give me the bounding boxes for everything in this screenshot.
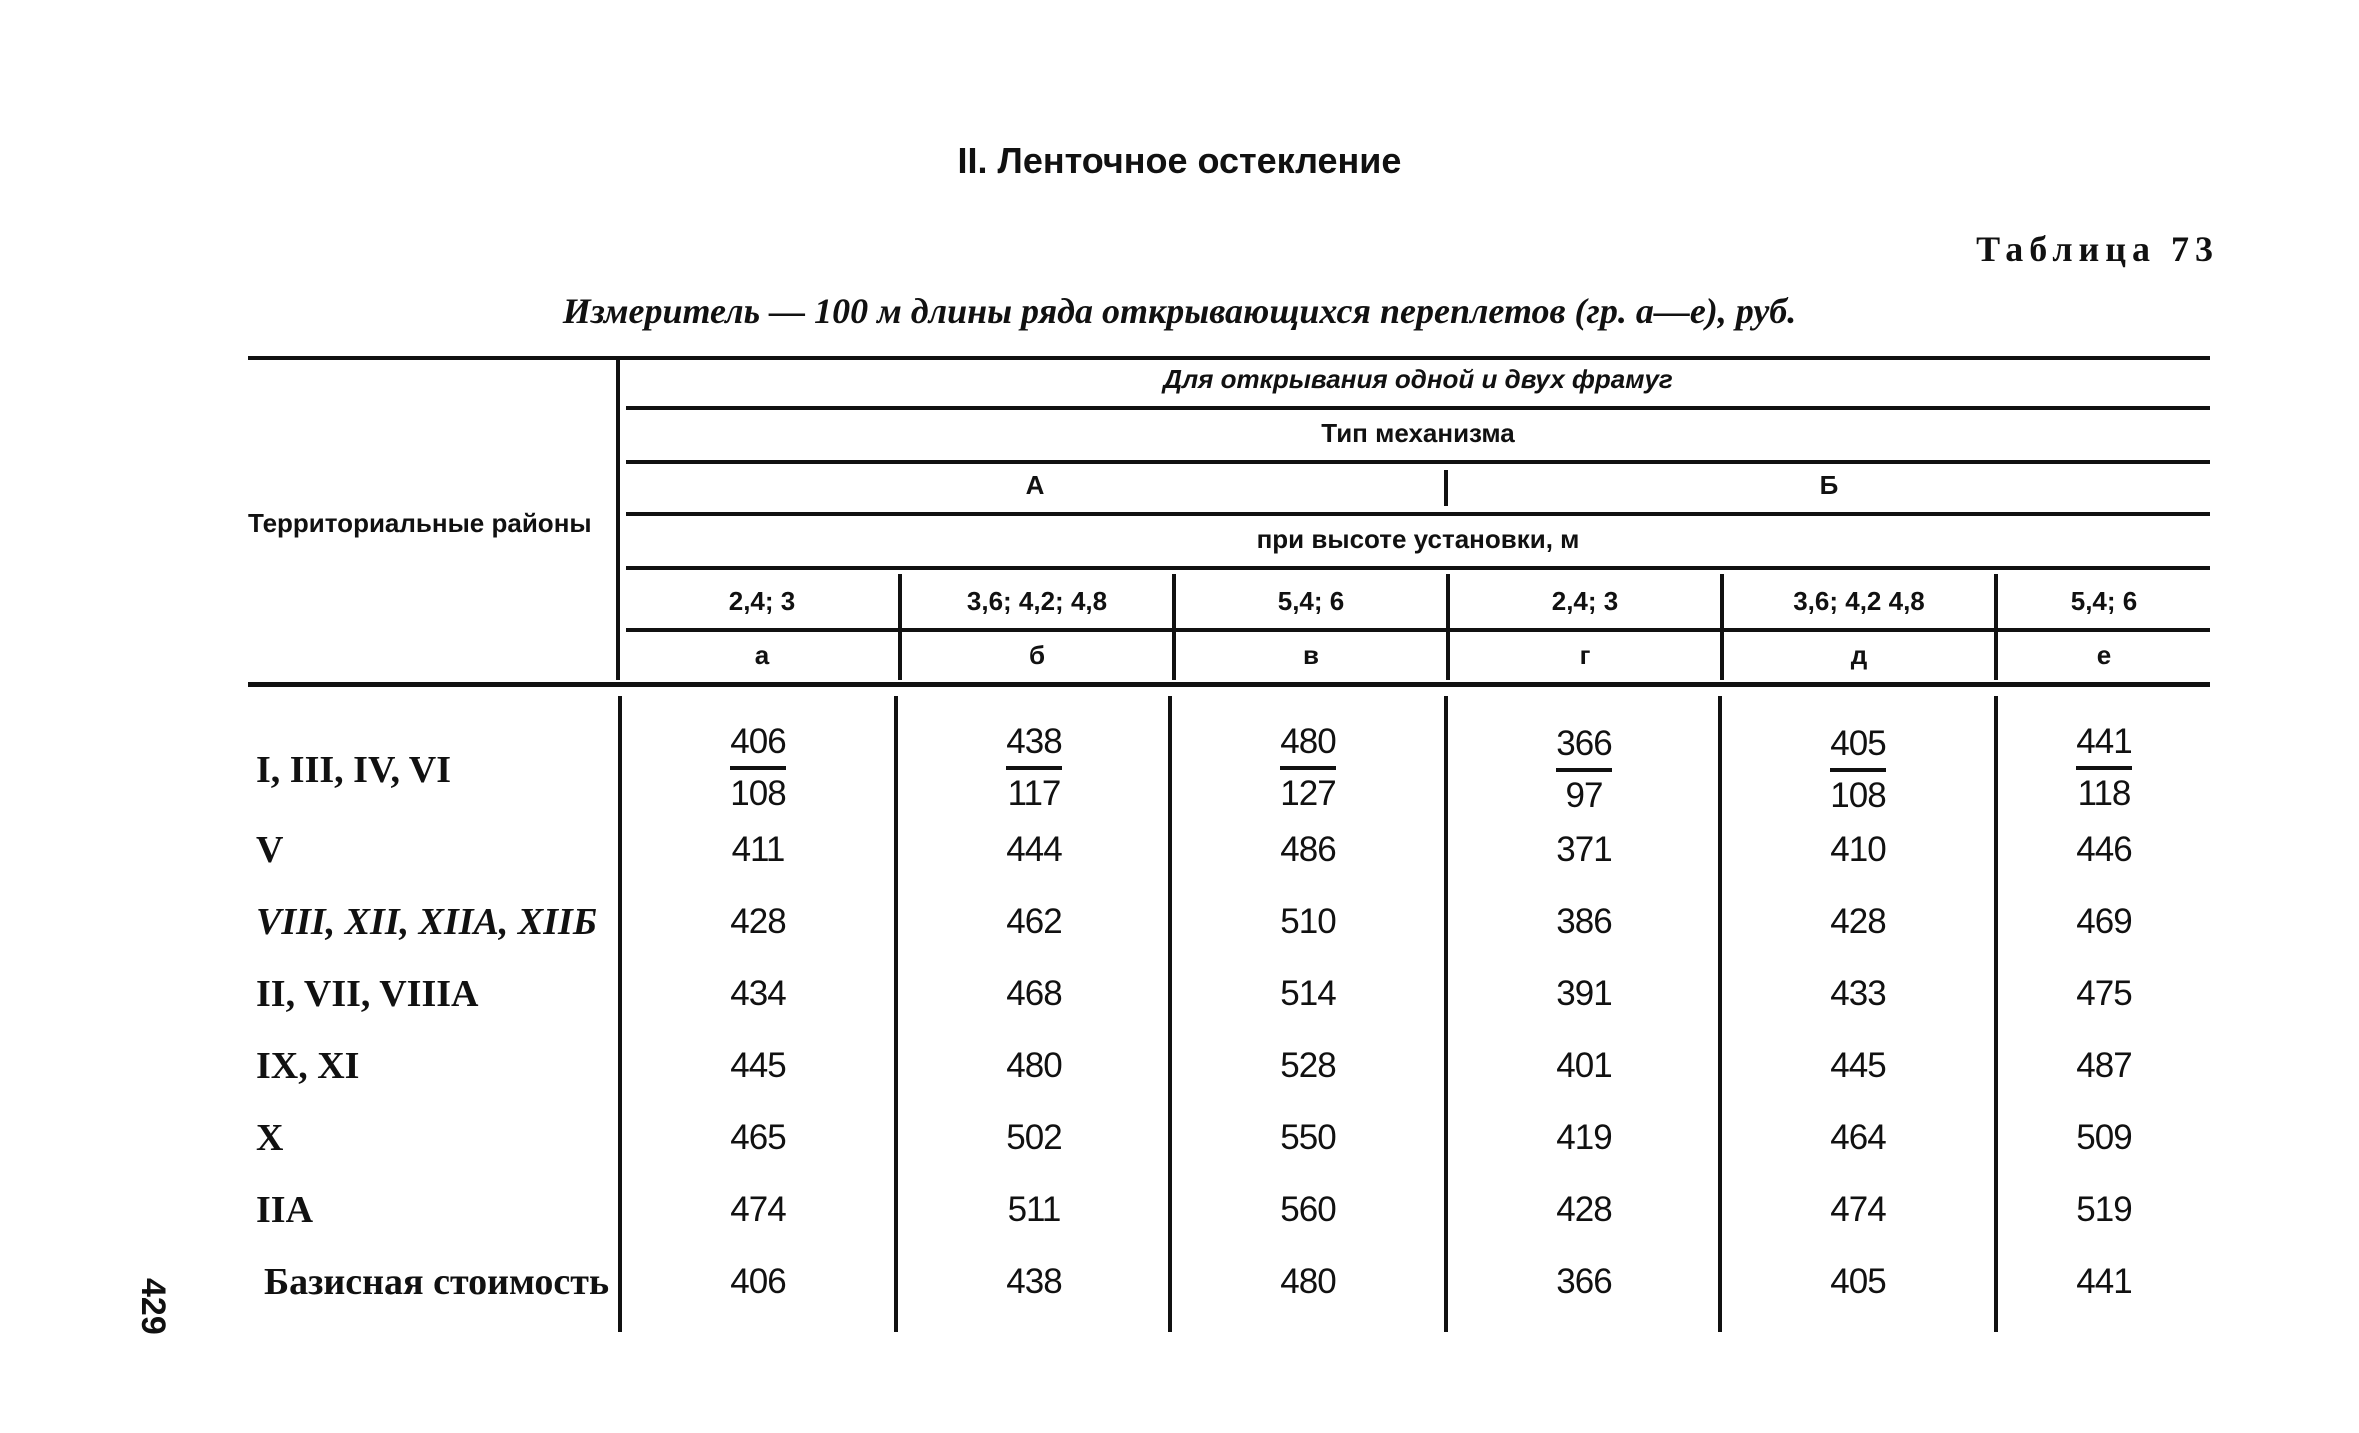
denominator-c: 127 (1280, 774, 1336, 813)
table-cell: 405 (1830, 1262, 1886, 1301)
numerator-c: 480 (1280, 722, 1336, 761)
table-cell: 474 (730, 1190, 786, 1229)
table-cell: 474 (1830, 1190, 1886, 1229)
denominator-f: 118 (2077, 774, 2131, 813)
row-label: X (256, 1117, 284, 1159)
table-cell: 528 (1280, 1046, 1336, 1085)
table-cell: 434 (730, 974, 786, 1013)
vrule-body-4 (1718, 696, 1722, 1332)
table-cell: 433 (1830, 974, 1886, 1013)
fraction-bar-f (2076, 766, 2132, 770)
table-cell: 519 (2076, 1190, 2132, 1229)
column-a: а (754, 640, 770, 670)
numerator-f: 441 (2076, 722, 2132, 761)
table-cell: 469 (2076, 902, 2132, 941)
rule-heights (626, 628, 2210, 632)
table-cell: 560 (1280, 1190, 1336, 1229)
table-cell: 464 (1830, 1118, 1886, 1157)
table-cell: 438 (1006, 1262, 1062, 1301)
denominator-a: 108 (730, 774, 786, 813)
table-cell: 386 (1556, 902, 1612, 941)
table-cell: 487 (2076, 1046, 2132, 1085)
table-cell: 406 (730, 1262, 786, 1301)
table-cell: 509 (2076, 1118, 2132, 1157)
table-cell: 486 (1280, 830, 1336, 869)
height-a: 2,4; 3 (728, 586, 796, 616)
row-label-first: I, III, IV, VI (256, 749, 452, 791)
table-cell: 401 (1556, 1046, 1612, 1085)
type-a-header: А (1025, 470, 1045, 500)
vrule-body-1 (894, 696, 898, 1332)
table-cell: 428 (730, 902, 786, 941)
table-cell: 480 (1006, 1046, 1062, 1085)
denominator-d: 97 (1565, 776, 1603, 815)
fraction-bar-a (730, 766, 786, 770)
row-label: VIII, XII, XIIA, XIIБ (256, 901, 597, 943)
table-cell: 465 (730, 1118, 786, 1157)
rule-opening (626, 406, 2210, 410)
table-cell: 428 (1556, 1190, 1612, 1229)
table-cell: 371 (1556, 830, 1612, 869)
table-cell: 550 (1280, 1118, 1336, 1157)
denominator-e: 108 (1830, 776, 1886, 815)
height-header: при высоте установки, м (1256, 524, 1580, 554)
fraction-bar-e (1830, 768, 1886, 772)
opening-header: Для открывания одной и двух фрамуг (1163, 364, 1673, 394)
row-header: Территориальные районы (248, 508, 592, 538)
rule-mechanism (626, 460, 2210, 464)
height-c: 5,4; 6 (1277, 586, 1345, 616)
column-c: в (1303, 640, 1319, 670)
fraction-bar-b (1006, 766, 1062, 770)
page-number: 429 (134, 1278, 172, 1335)
table-cell: 410 (1830, 830, 1886, 869)
header-bottom-rule (248, 682, 2210, 687)
table-cell: 444 (1006, 830, 1062, 869)
rule-type (626, 512, 2210, 516)
column-f: е (2096, 640, 2112, 670)
table-cell: 391 (1556, 974, 1612, 1013)
fraction-bar-c (1280, 766, 1336, 770)
top-rule (248, 356, 2210, 360)
table-cell: 502 (1006, 1118, 1062, 1157)
row-label: IX, XI (256, 1045, 360, 1087)
table-cell: 511 (1007, 1190, 1061, 1229)
height-f: 5,4; 6 (2070, 586, 2138, 616)
numerator-e: 405 (1830, 724, 1886, 763)
height-e: 3,6; 4,2 4,8 (1793, 586, 1925, 616)
table-cell: 480 (1280, 1262, 1336, 1301)
row-label: IIA (256, 1189, 314, 1231)
table-cell: 411 (731, 830, 785, 869)
type-b-header: Б (1819, 470, 1839, 500)
table-cell: 514 (1280, 974, 1336, 1013)
mechanism-header: Тип механизма (1321, 418, 1515, 448)
table-cell: 445 (730, 1046, 786, 1085)
column-d: г (1579, 640, 1591, 670)
fraction-bar-d (1556, 768, 1612, 772)
table-cell: 366 (1556, 1262, 1612, 1301)
section-title: II. Ленточное остекление (957, 140, 1402, 181)
height-b: 3,6; 4,2; 4,8 (966, 586, 1108, 616)
vrule-row-header (616, 356, 620, 680)
table-cell: 428 (1830, 902, 1886, 941)
denominator-b: 117 (1007, 774, 1061, 813)
rule-height (626, 566, 2210, 570)
table-cell: 419 (1556, 1118, 1612, 1157)
vrule-body-5 (1994, 696, 1998, 1332)
table-cell: 462 (1006, 902, 1062, 941)
numerator-b: 438 (1006, 722, 1062, 761)
row-label: II, VII, VIIIA (256, 973, 479, 1015)
vrule-body-2 (1168, 696, 1172, 1332)
table-cell: 441 (2076, 1262, 2132, 1301)
numerator-a: 406 (730, 722, 786, 761)
row-label: V (256, 829, 284, 871)
table-cell: 475 (2076, 974, 2132, 1013)
vrule-body-3 (1444, 696, 1448, 1332)
height-d: 2,4; 3 (1551, 586, 1619, 616)
table-cell: 468 (1006, 974, 1062, 1013)
column-b: б (1028, 640, 1046, 670)
table-label: Таблица 73 (1976, 229, 2219, 269)
column-e: д (1850, 640, 1868, 670)
row-label: Базисная стоимость (264, 1261, 610, 1303)
measure-caption: Измеритель — 100 м длины ряда открывающихся переплетов (гр. а—е), руб. (562, 291, 1797, 331)
table-cell: 445 (1830, 1046, 1886, 1085)
table-cell: 446 (2076, 830, 2132, 869)
table-cell: 510 (1280, 902, 1336, 941)
vrule-body-0 (618, 696, 622, 1332)
numerator-d: 366 (1556, 724, 1612, 763)
